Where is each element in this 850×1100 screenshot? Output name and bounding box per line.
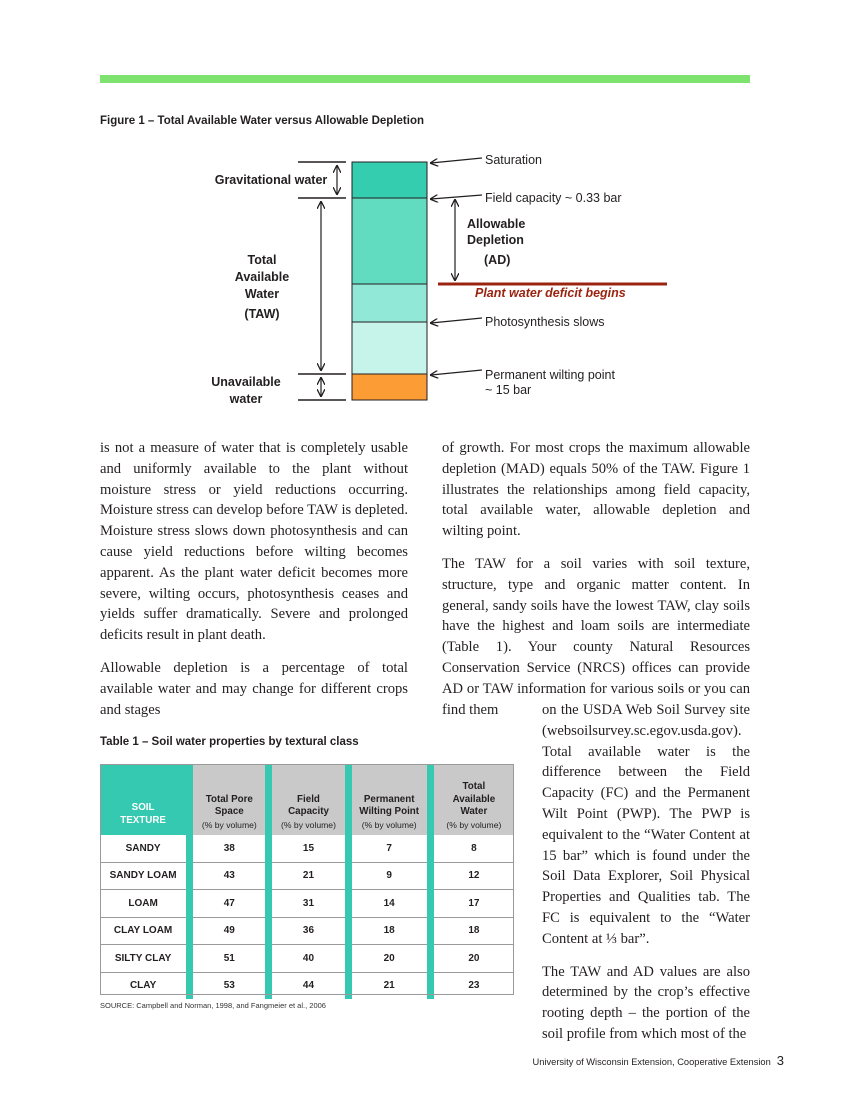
table-row — [100, 972, 514, 999]
page-footer — [533, 1053, 784, 1068]
taw-label-line1: Total — [247, 253, 277, 267]
cell-value: 7 — [352, 835, 427, 862]
cell-value: 9 — [352, 862, 427, 890]
cell-value: 47 — [193, 890, 265, 918]
table-caption: Table 1 – Soil water properties by textural class — [100, 736, 359, 748]
soil-properties-table — [100, 764, 514, 999]
cell-value: 14 — [352, 890, 427, 918]
gravitational-water-label: Gravitational water — [214, 173, 328, 187]
cell-value: 51 — [193, 945, 265, 973]
paragraph: Allowable depletion is a percentage of total available water and may change for different crops and stages — [100, 659, 408, 718]
table-row — [100, 862, 514, 890]
saturation-pointer — [431, 158, 482, 163]
cell-texture: CLAY LOAM — [100, 917, 186, 945]
available-water-mid-block — [352, 284, 427, 322]
unavailable-label-line2: water — [229, 392, 263, 406]
unavailable-water-block — [352, 374, 427, 400]
page-number: 3 — [776, 1053, 784, 1068]
ad-label-line1: Allowable — [467, 217, 526, 231]
cell-value: 8 — [434, 835, 514, 862]
gravitational-water-block — [352, 162, 427, 198]
cell-texture: SANDY LOAM — [100, 862, 186, 890]
cell-value: 20 — [434, 945, 514, 973]
field-capacity-pointer — [431, 195, 482, 199]
cell-value: 43 — [193, 862, 265, 890]
footer-text: University of Wisconsin Extension, Cooperative Extension — [532, 1057, 771, 1067]
taw-diagram — [0, 0, 850, 430]
table-row — [100, 917, 514, 945]
taw-label-line2: Available — [234, 270, 290, 284]
header-permanent-wilting-point: Permanent Wilting Point (% by volume) — [352, 764, 427, 835]
paragraph: of growth. For most crops the maximum allowable depletion (MAD) equals 50% of the TAW. Figure 1 illustrates the relationships among field capacity, total available water, allowable depletion and wilting point. — [442, 440, 750, 540]
available-water-upper-block — [352, 198, 427, 284]
table-header-row — [100, 764, 514, 835]
cell-value: 21 — [383, 980, 395, 992]
saturation-label: Saturation — [485, 153, 542, 167]
cell-value: 17 — [434, 890, 514, 918]
cell-value: 18 — [434, 917, 514, 945]
cell-value: 36 — [272, 917, 344, 945]
wilting-point-label-line2: ~ 15 bar — [485, 383, 532, 397]
header-total-available-water: Total Available Water (% by volume) — [434, 764, 514, 835]
table-source-note: SOURCE: Campbell and Norman, 1998, and Fangmeier et al., 2006 — [100, 1001, 326, 1010]
cell-value: 31 — [272, 890, 344, 918]
cell-texture: CLAY — [129, 980, 157, 992]
ad-label-line2: Depletion — [467, 233, 524, 247]
cell-value: 21 — [272, 862, 344, 890]
cell-value: 49 — [193, 917, 265, 945]
deficit-label: Plant water deficit begins — [475, 286, 626, 300]
photosynthesis-pointer — [431, 318, 482, 323]
table-row — [100, 835, 514, 862]
wilting-point-pointer — [431, 370, 482, 375]
cell-texture: LOAM — [100, 890, 186, 918]
cell-texture: SILTY CLAY — [100, 945, 186, 973]
cell-value: 40 — [272, 945, 344, 973]
paragraph: The TAW and AD values are also determined by the crop’s effective rooting depth – the portion of the soil profile from which most of the — [542, 963, 750, 1042]
cell-texture: SANDY — [100, 835, 186, 862]
table-row — [100, 890, 514, 918]
header-field-capacity: Field Capacity (% by volume) — [272, 764, 344, 835]
body-text-narrow-column — [542, 700, 750, 1045]
header-total-pore-space: Total Pore Space (% by volume) — [193, 764, 265, 835]
paragraph: on the USDA Web Soil Survey site (websoilsurvey.sc.egov.usda.gov). Total available water is the difference between the Field Capacity (FC) and the Permanent Wilt Point (PWP). The PWP is equivalent to the “Water Content at 15 bar” which is found under the Soil Data Explorer, Soil Physical Properties and Qualities tab. The FC is equivalent to the “Water Content at ⅓ bar”. — [542, 702, 750, 947]
wilting-point-label-line1: Permanent wilting point — [485, 368, 615, 382]
cell-value: 53 — [223, 980, 235, 992]
cell-value: 44 — [302, 980, 315, 992]
field-capacity-label: Field capacity ~ 0.33 bar — [485, 191, 622, 205]
photosynthesis-label: Photosynthesis slows — [485, 315, 605, 329]
paragraph: The TAW for a soil varies with soil texture, structure, type and organic matter content. In general, sandy soils have the lowest TAW, clay soils have the highest and loam soils are intermediate (Table 1). Your county Natural Resources Conservation Service (NRCS) offices can provide AD or TAW information for various soils or you can find them — [442, 555, 750, 718]
cell-value: 23 — [468, 980, 480, 992]
cell-value: 18 — [352, 917, 427, 945]
available-water-lower-block — [352, 322, 427, 374]
cell-value: 38 — [193, 835, 265, 862]
ad-label-line3: (AD) — [484, 253, 511, 267]
unavailable-label-line1: Unavailable — [211, 375, 281, 389]
cell-value: 15 — [272, 835, 344, 862]
taw-label-line3: Water — [244, 287, 280, 301]
cell-value: 12 — [434, 862, 514, 890]
body-text-right-column — [442, 438, 750, 720]
figure-caption: Figure 1 – Total Available Water versus Allowable Depletion — [100, 115, 424, 127]
table-row — [100, 945, 514, 973]
left-bracket-ticks — [298, 162, 346, 400]
body-text-left-column — [100, 438, 408, 720]
taw-label-line4: (TAW) — [244, 307, 280, 321]
header-soil-texture: SOIL TEXTURE — [100, 764, 186, 835]
cell-value: 20 — [352, 945, 427, 973]
paragraph: is not a measure of water that is completely usable and uniformly available to the plant without moisture stress or yield reductions occurring. Moisture stress can develop before TAW is depleted. Moisture stress slows down photosynthesis and can cause yield reductions before wilting becomes apparent. As the plant water deficit becomes more severe, wilting occurs, photosynthesis ceases and yields suffer dramatically. Severe and prolonged deficits result in plant death. — [100, 440, 408, 644]
